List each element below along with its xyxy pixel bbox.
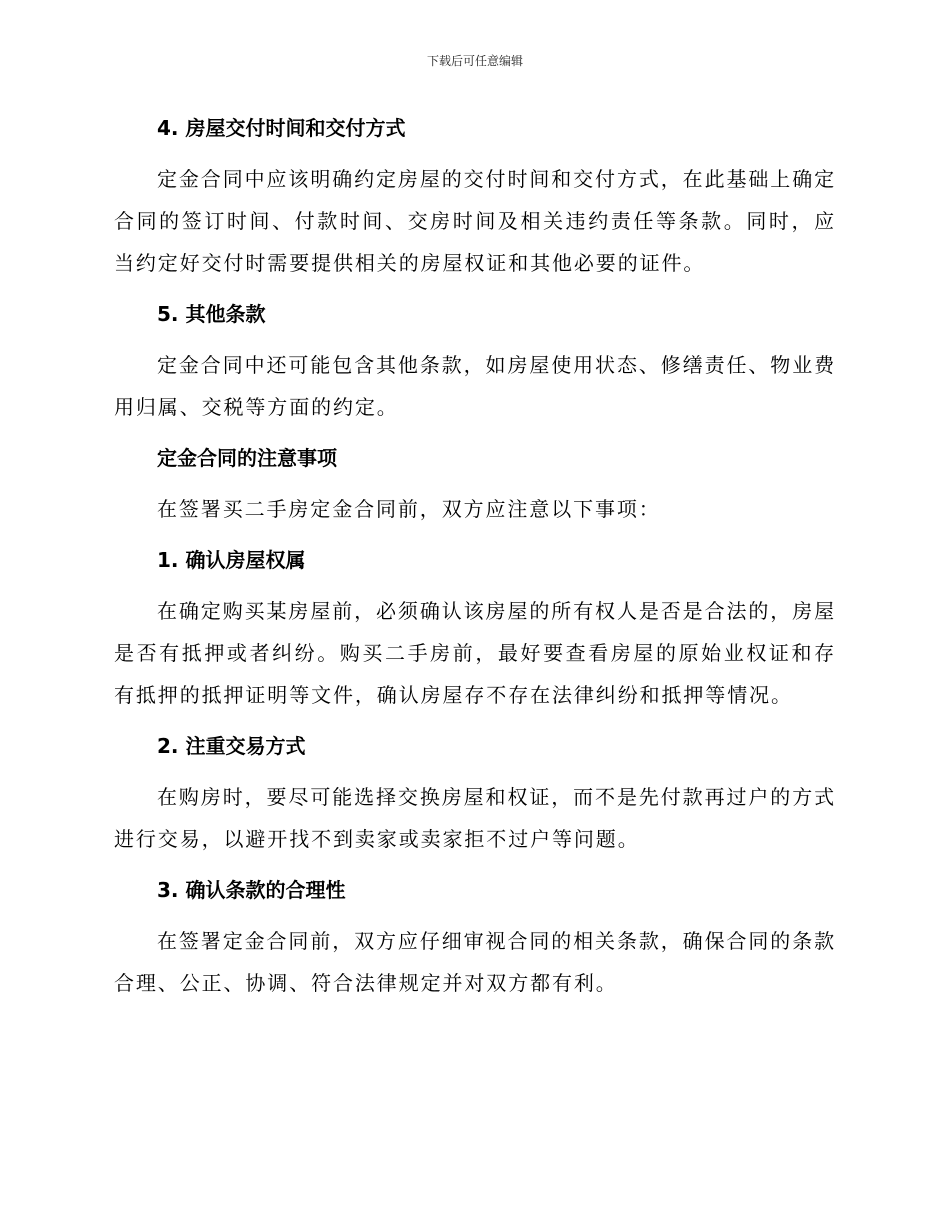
section-heading-precautions: 定金合同的注意事项 — [157, 446, 337, 470]
document-body — [114, 108, 836, 1014]
paragraph-ownership: 在确定购买某房屋前，必须确认该房屋的所有权人是否是合法的，房屋是否有抵押或者纠纷。购买二手房前，最好要查看房屋的原始业权证和存有抵押的抵押证明等文件，确认房屋存不存在法律纠纷和抵押等情况。 — [114, 599, 836, 707]
paragraph-precautions-intro: 在签署买二手房定金合同前，双方应注意以下事项： — [157, 497, 661, 521]
page-header: 下载后可任意编辑 — [426, 54, 523, 68]
section-heading-other-terms: 5. 其他条款 — [157, 302, 266, 326]
section-heading-ownership: 1. 确认房屋权属 — [157, 548, 306, 572]
paragraph-delivery: 定金合同中应该明确约定房屋的交付时间和交付方式，在此基础上确定合同的签订时间、付款时间、交房时间及相关违约责任等条款。同时，应当约定好交付时需要提供相关的房屋权证和其他必要的证件。 — [114, 167, 836, 275]
paragraph-other-terms: 定金合同中还可能包含其他条款，如房屋使用状态、修缮责任、物业费用归属、交税等方面的约定。 — [114, 353, 836, 419]
paragraph-transaction: 在购房时，要尽可能选择交换房屋和权证，而不是先付款再过户的方式进行交易，以避开找不到卖家或卖家拒不过户等问题。 — [114, 785, 836, 851]
section-heading-delivery: 4. 房屋交付时间和交付方式 — [157, 116, 406, 140]
section-heading-reasonableness: 3. 确认条款的合理性 — [157, 878, 346, 902]
paragraph-reasonableness: 在签署定金合同前，双方应仔细审视合同的相关条款，确保合同的条款合理、公正、协调、符合法律规定并对双方都有利。 — [114, 929, 836, 995]
section-heading-transaction: 2. 注重交易方式 — [157, 734, 306, 758]
